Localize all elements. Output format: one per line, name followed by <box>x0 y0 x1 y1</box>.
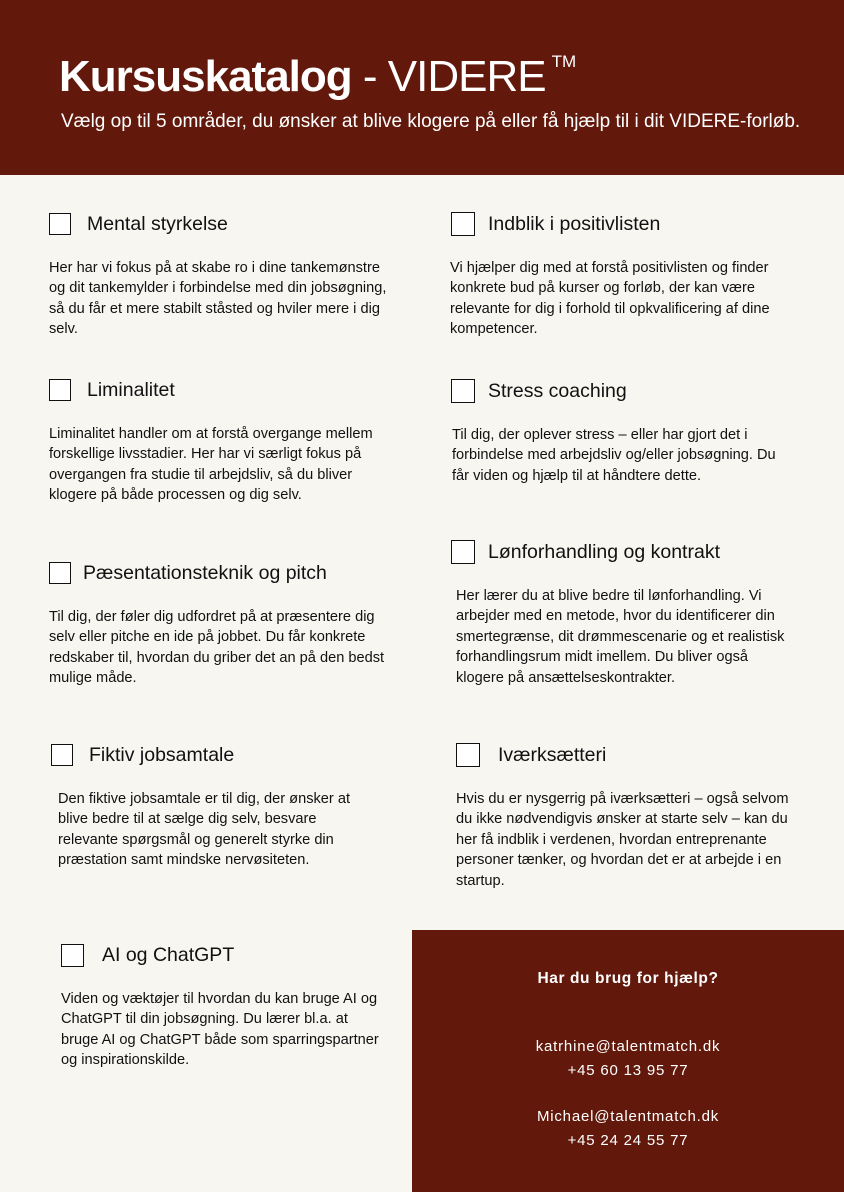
contact-email[interactable]: katrhine@talentmatch.dk <box>535 1038 721 1055</box>
course-header <box>451 537 791 567</box>
trademark-mark: TM <box>551 52 577 71</box>
course-checkbox[interactable] <box>49 379 71 401</box>
course-title: Iværksætteri <box>498 743 607 766</box>
contact-phone[interactable]: +45 60 13 95 77 <box>567 1062 689 1079</box>
course-description: Vi hjælper dig med at forstå positivlisten og finder konkrete bud på kurser og forløb, der kan være relevante for dig i forhold til opkvalificering af dine kompetencer. <box>450 260 770 338</box>
course-praesentationsteknik <box>49 558 389 689</box>
help-title: Har du brug for hjælp? <box>537 970 719 987</box>
course-description: Til dig, der oplever stress – eller har gjort det i forbindelse med arbejdsliv og/eller jobsøgning. Du får viden og hjælp til at håndtere dette. <box>452 427 776 484</box>
page-title <box>59 36 576 103</box>
course-checkbox[interactable] <box>451 540 475 564</box>
course-description: Den fiktive jobsamtale er til dig, der ønsker at blive bedre til at sælge dig selv, besvare relevante spørgsmål og generelt styrke din præstation samt mindske nervøsiteten. <box>58 791 350 869</box>
course-header <box>49 209 389 239</box>
course-title: Pæsentationsteknik og pitch <box>83 561 327 584</box>
course-mental-styrkelse <box>49 209 389 340</box>
course-title: Stress coaching <box>488 379 627 402</box>
contact-michael <box>412 1105 844 1153</box>
course-description: Liminalitet handler om at forstå overgange mellem forskellige livsstadier. Her har vi særligt fokus på overgangen fra studie til arbejdsliv, så du bliver klogere på både processen og dig selv. <box>49 426 373 504</box>
course-checkbox[interactable] <box>51 744 73 766</box>
course-title: Indblik i positivlisten <box>488 212 661 235</box>
course-stress-coaching <box>451 376 791 486</box>
course-fiktiv-jobsamtale <box>51 740 391 871</box>
course-header <box>456 740 796 770</box>
course-checkbox[interactable] <box>451 379 475 403</box>
course-loenforhandling <box>451 537 791 688</box>
course-header <box>61 940 401 970</box>
course-description: Her har vi fokus på at skabe ro i dine tankemønstre og dit tankemylder i forbindelse med din jobsøgning, så du får et mere stabilt ståsted og hviler mere i dig selv. <box>49 260 387 338</box>
course-checkbox[interactable] <box>451 212 475 236</box>
course-description: Her lærer du at blive bedre til lønforhandling. Vi arbejder med en metode, hvor du identificerer din smertegrænse, dit drømmescenarie og et realistisk forhandlingsrum midt imellem. Du bliver også klogere på ansættelseskontrakter. <box>456 588 785 686</box>
course-ai-og-chatgpt <box>61 940 401 1071</box>
page-title-bold: Kursuskatalog <box>59 52 352 101</box>
course-title: AI og ChatGPT <box>102 943 235 966</box>
course-header <box>49 375 389 405</box>
page-subtitle: Vælg op til 5 områder, du ønsker at blive klogere på eller få hjælp til i dit VIDERE-forløb. <box>61 111 801 132</box>
course-title: Fiktiv jobsamtale <box>89 743 235 766</box>
course-description: Til dig, der føler dig udfordret på at præsentere dig selv eller pitche en ide på jobbet. Du får konkrete redskaber til, hvordan du griber det an på den bedst mulige måde. <box>49 609 385 687</box>
course-checkbox[interactable] <box>456 743 480 767</box>
course-checkbox[interactable] <box>49 213 71 235</box>
course-description: Hvis du er nysgerrig på iværksætteri – også selvom du ikke nødvendigvis ønsker at starte selv – kan du her få indblik i verdenen, hvordan entreprenante personer tænker, og hvordan det er at arbejde i en startup. <box>456 791 789 889</box>
course-header <box>49 558 389 588</box>
contact-phone[interactable]: +45 24 24 55 77 <box>567 1132 689 1149</box>
contact-katrhine <box>412 1035 844 1083</box>
contact-email[interactable]: Michael@talentmatch.dk <box>536 1108 720 1125</box>
course-description: Viden og væktøjer til hvordan du kan bruge AI og ChatGPT til din jobsøgning. Du lærer bl.a. at bruge AI og ChatGPT både som sparringspartner og inspirationskilde. <box>61 991 379 1069</box>
course-ivaerksaetteri <box>456 740 796 891</box>
course-header <box>51 740 391 770</box>
course-header <box>451 209 791 239</box>
course-header <box>451 376 791 406</box>
help-box <box>412 930 844 1192</box>
page-title-light: - VIDERE <box>351 52 546 101</box>
course-title: Mental styrkelse <box>87 212 228 235</box>
course-title: Liminalitet <box>87 378 175 401</box>
course-indblik-positivlisten <box>451 209 791 340</box>
course-checkbox[interactable] <box>49 562 71 584</box>
course-liminalitet <box>49 375 389 506</box>
header-banner <box>0 0 844 175</box>
course-checkbox[interactable] <box>61 944 84 967</box>
course-title: Lønforhandling og kontrakt <box>488 540 720 563</box>
